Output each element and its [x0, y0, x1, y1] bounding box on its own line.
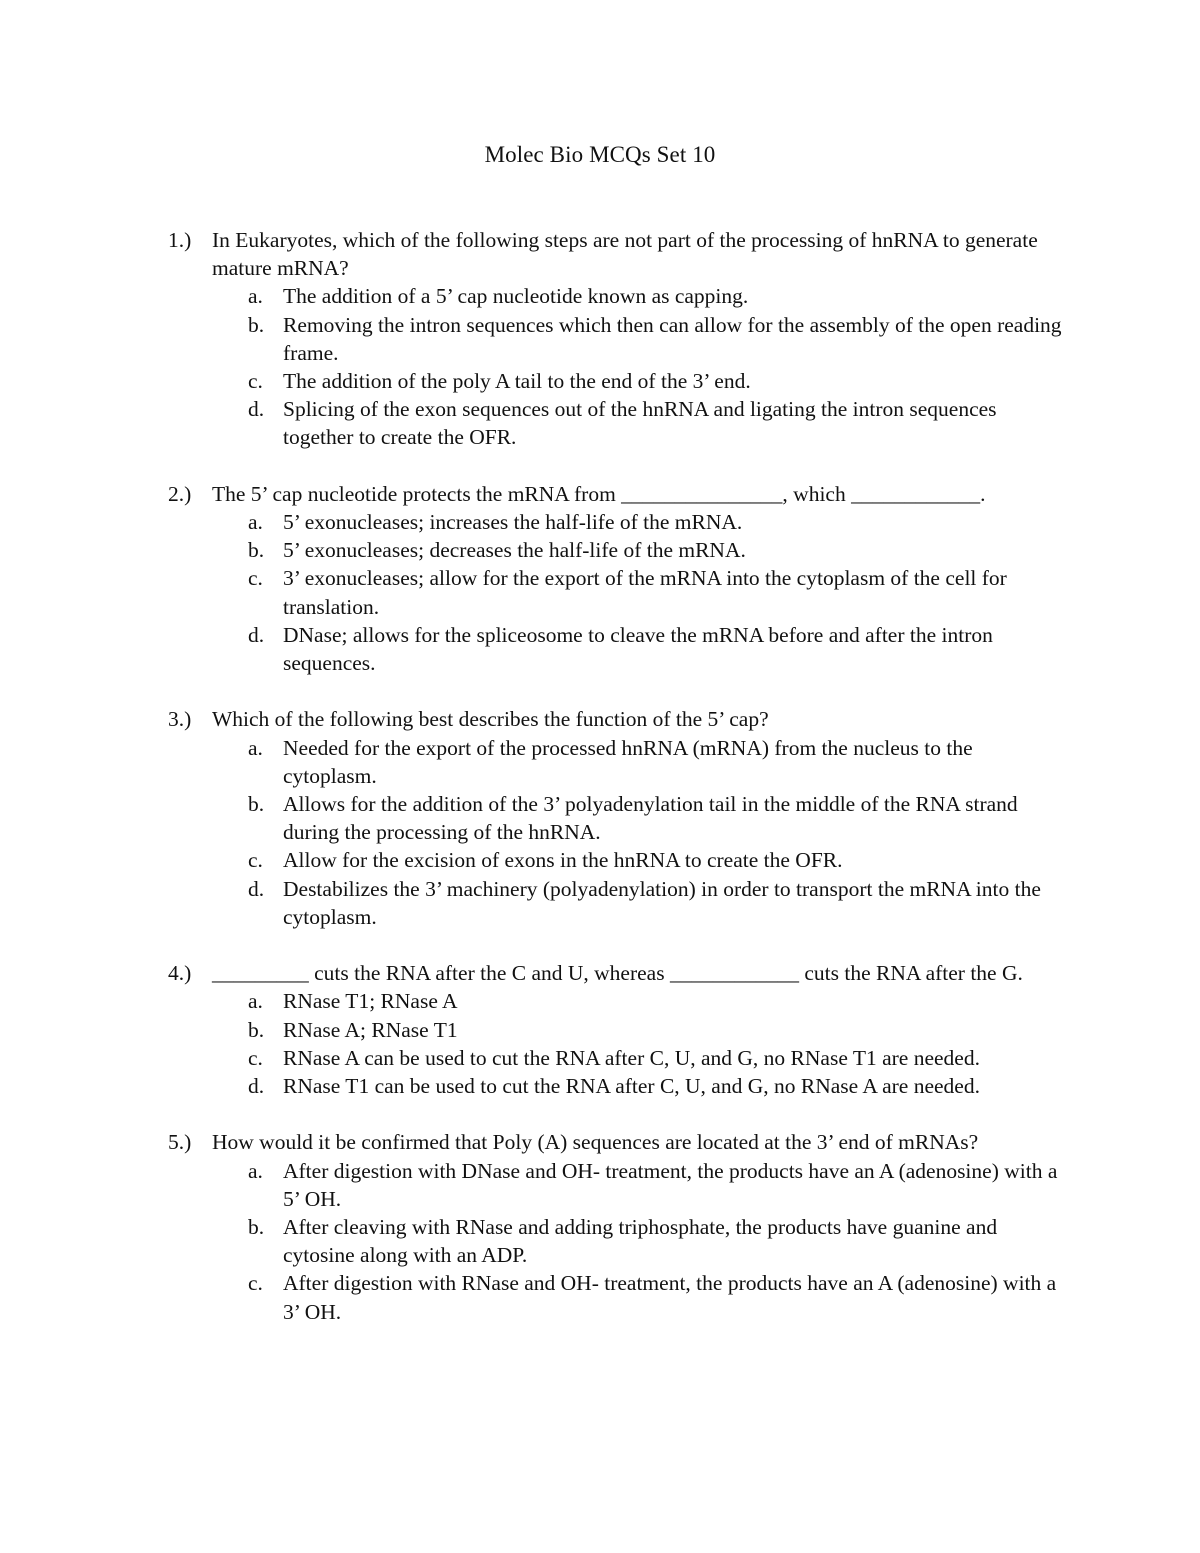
question-5	[168, 1128, 1068, 1325]
question-text: In Eukaryotes, which of the following steps are not part of the processing of hnRNA to generate mature mRNA?	[212, 228, 1038, 281]
answer-options	[212, 282, 1068, 451]
option-letter: b.	[248, 1017, 265, 1042]
question-text: Which of the following best describes the function of the 5’ cap?	[212, 707, 769, 732]
answer-option	[212, 987, 1068, 1015]
option-letter: c.	[248, 848, 263, 873]
option-text: Allow for the excision of exons in the hnRNA to create the OFR.	[283, 848, 843, 873]
option-text: Removing the intron sequences which then can allow for the assembly of the open reading frame.	[283, 312, 1062, 365]
question-2	[168, 480, 1068, 677]
option-text: RNase A can be used to cut the RNA after C, U, and G, no RNase T1 are needed.	[283, 1045, 980, 1070]
option-text: The addition of the poly A tail to the end of the 3’ end.	[283, 369, 751, 394]
page-title: Molec Bio MCQs Set 10	[484, 142, 716, 167]
answer-option	[212, 621, 1068, 677]
option-text: After digestion with RNase and OH- treatment, the products have an A (adenosine) with a 3’ OH.	[283, 1271, 1057, 1324]
option-text: Splicing of the exon sequences out of the hnRNA and ligating the intron sequences together to create the OFR.	[283, 397, 997, 450]
option-letter: a.	[248, 989, 263, 1014]
option-letter: d.	[248, 876, 265, 901]
question-number: 5.)	[168, 1130, 192, 1155]
answer-option	[212, 282, 1068, 310]
question-3	[168, 705, 1068, 931]
answer-option	[212, 846, 1068, 874]
option-letter: a.	[248, 510, 263, 535]
option-text: 3’ exonucleases; allow for the export of the mRNA into the cytoplasm of the cell for translation.	[283, 566, 1007, 619]
answer-option	[212, 875, 1068, 931]
answer-options	[212, 734, 1068, 931]
option-text: Needed for the export of the processed hnRNA (mRNA) from the nucleus to the cytoplasm.	[283, 735, 973, 788]
option-text: After digestion with DNase and OH- treatment, the products have an A (adenosine) with a 5’ OH.	[283, 1158, 1058, 1211]
option-letter: b.	[248, 1215, 265, 1240]
question-text: The 5’ cap nucleotide protects the mRNA from _______________, which ____________.	[212, 481, 986, 506]
answer-option	[212, 508, 1068, 536]
option-letter: d.	[248, 1074, 265, 1099]
option-letter: c.	[248, 1045, 263, 1070]
option-text: 5’ exonucleases; increases the half-life of the mRNA.	[283, 510, 743, 535]
option-text: RNase T1 can be used to cut the RNA after C, U, and G, no RNase A are needed.	[283, 1074, 980, 1099]
answer-option	[212, 1044, 1068, 1072]
answer-option	[212, 367, 1068, 395]
answer-options	[212, 508, 1068, 677]
option-letter: c.	[248, 369, 263, 394]
answer-option	[212, 734, 1068, 790]
option-text: Allows for the addition of the 3’ polyadenylation tail in the middle of the RNA strand during the processing of the hnRNA.	[283, 792, 1018, 845]
answer-option	[212, 1016, 1068, 1044]
answer-options	[212, 987, 1068, 1100]
option-letter: d.	[248, 622, 265, 647]
option-text: RNase T1; RNase A	[283, 989, 458, 1014]
answer-option	[212, 536, 1068, 564]
option-letter: a.	[248, 1158, 263, 1183]
option-text: RNase A; RNase T1	[283, 1017, 458, 1042]
option-letter: b.	[248, 312, 265, 337]
question-number: 1.)	[168, 228, 192, 252]
answer-option	[212, 1072, 1068, 1100]
option-letter: a.	[248, 284, 263, 309]
question-text: _________ cuts the RNA after the C and U, whereas ____________ cuts the RNA after the G.	[212, 961, 1023, 986]
option-letter: b.	[248, 792, 265, 817]
question-number: 4.)	[168, 961, 192, 986]
question-number: 3.)	[168, 707, 192, 732]
question-number: 2.)	[168, 481, 192, 506]
answer-option	[212, 790, 1068, 846]
answer-options	[212, 1157, 1068, 1326]
answer-option	[212, 395, 1068, 451]
question-list	[168, 226, 1068, 1354]
option-letter: c.	[248, 1271, 263, 1296]
answer-option	[212, 1269, 1068, 1325]
option-letter: d.	[248, 397, 265, 422]
question-text: How would it be confirmed that Poly (A) sequences are located at the 3’ end of mRNAs?	[212, 1130, 979, 1155]
answer-option	[212, 1157, 1068, 1213]
option-text: DNase; allows for the spliceosome to cleave the mRNA before and after the intron sequences.	[283, 622, 993, 676]
option-letter: a.	[248, 735, 263, 760]
option-text: After cleaving with RNase and adding triphosphate, the products have guanine and cytosine along with an ADP.	[283, 1215, 998, 1268]
option-text: The addition of a 5’ cap nucleotide known as capping.	[283, 284, 749, 309]
question-4	[168, 959, 1068, 1100]
answer-option	[212, 564, 1068, 620]
option-text: 5’ exonucleases; decreases the half-life of the mRNA.	[283, 538, 746, 563]
option-text: Destabilizes the 3’ machinery (polyadenylation) in order to transport the mRNA into the cytoplasm.	[283, 876, 1041, 929]
question-1	[168, 226, 1068, 452]
answer-option	[212, 1213, 1068, 1269]
option-letter: c.	[248, 566, 263, 591]
answer-option	[212, 311, 1068, 367]
option-letter: b.	[248, 538, 265, 563]
